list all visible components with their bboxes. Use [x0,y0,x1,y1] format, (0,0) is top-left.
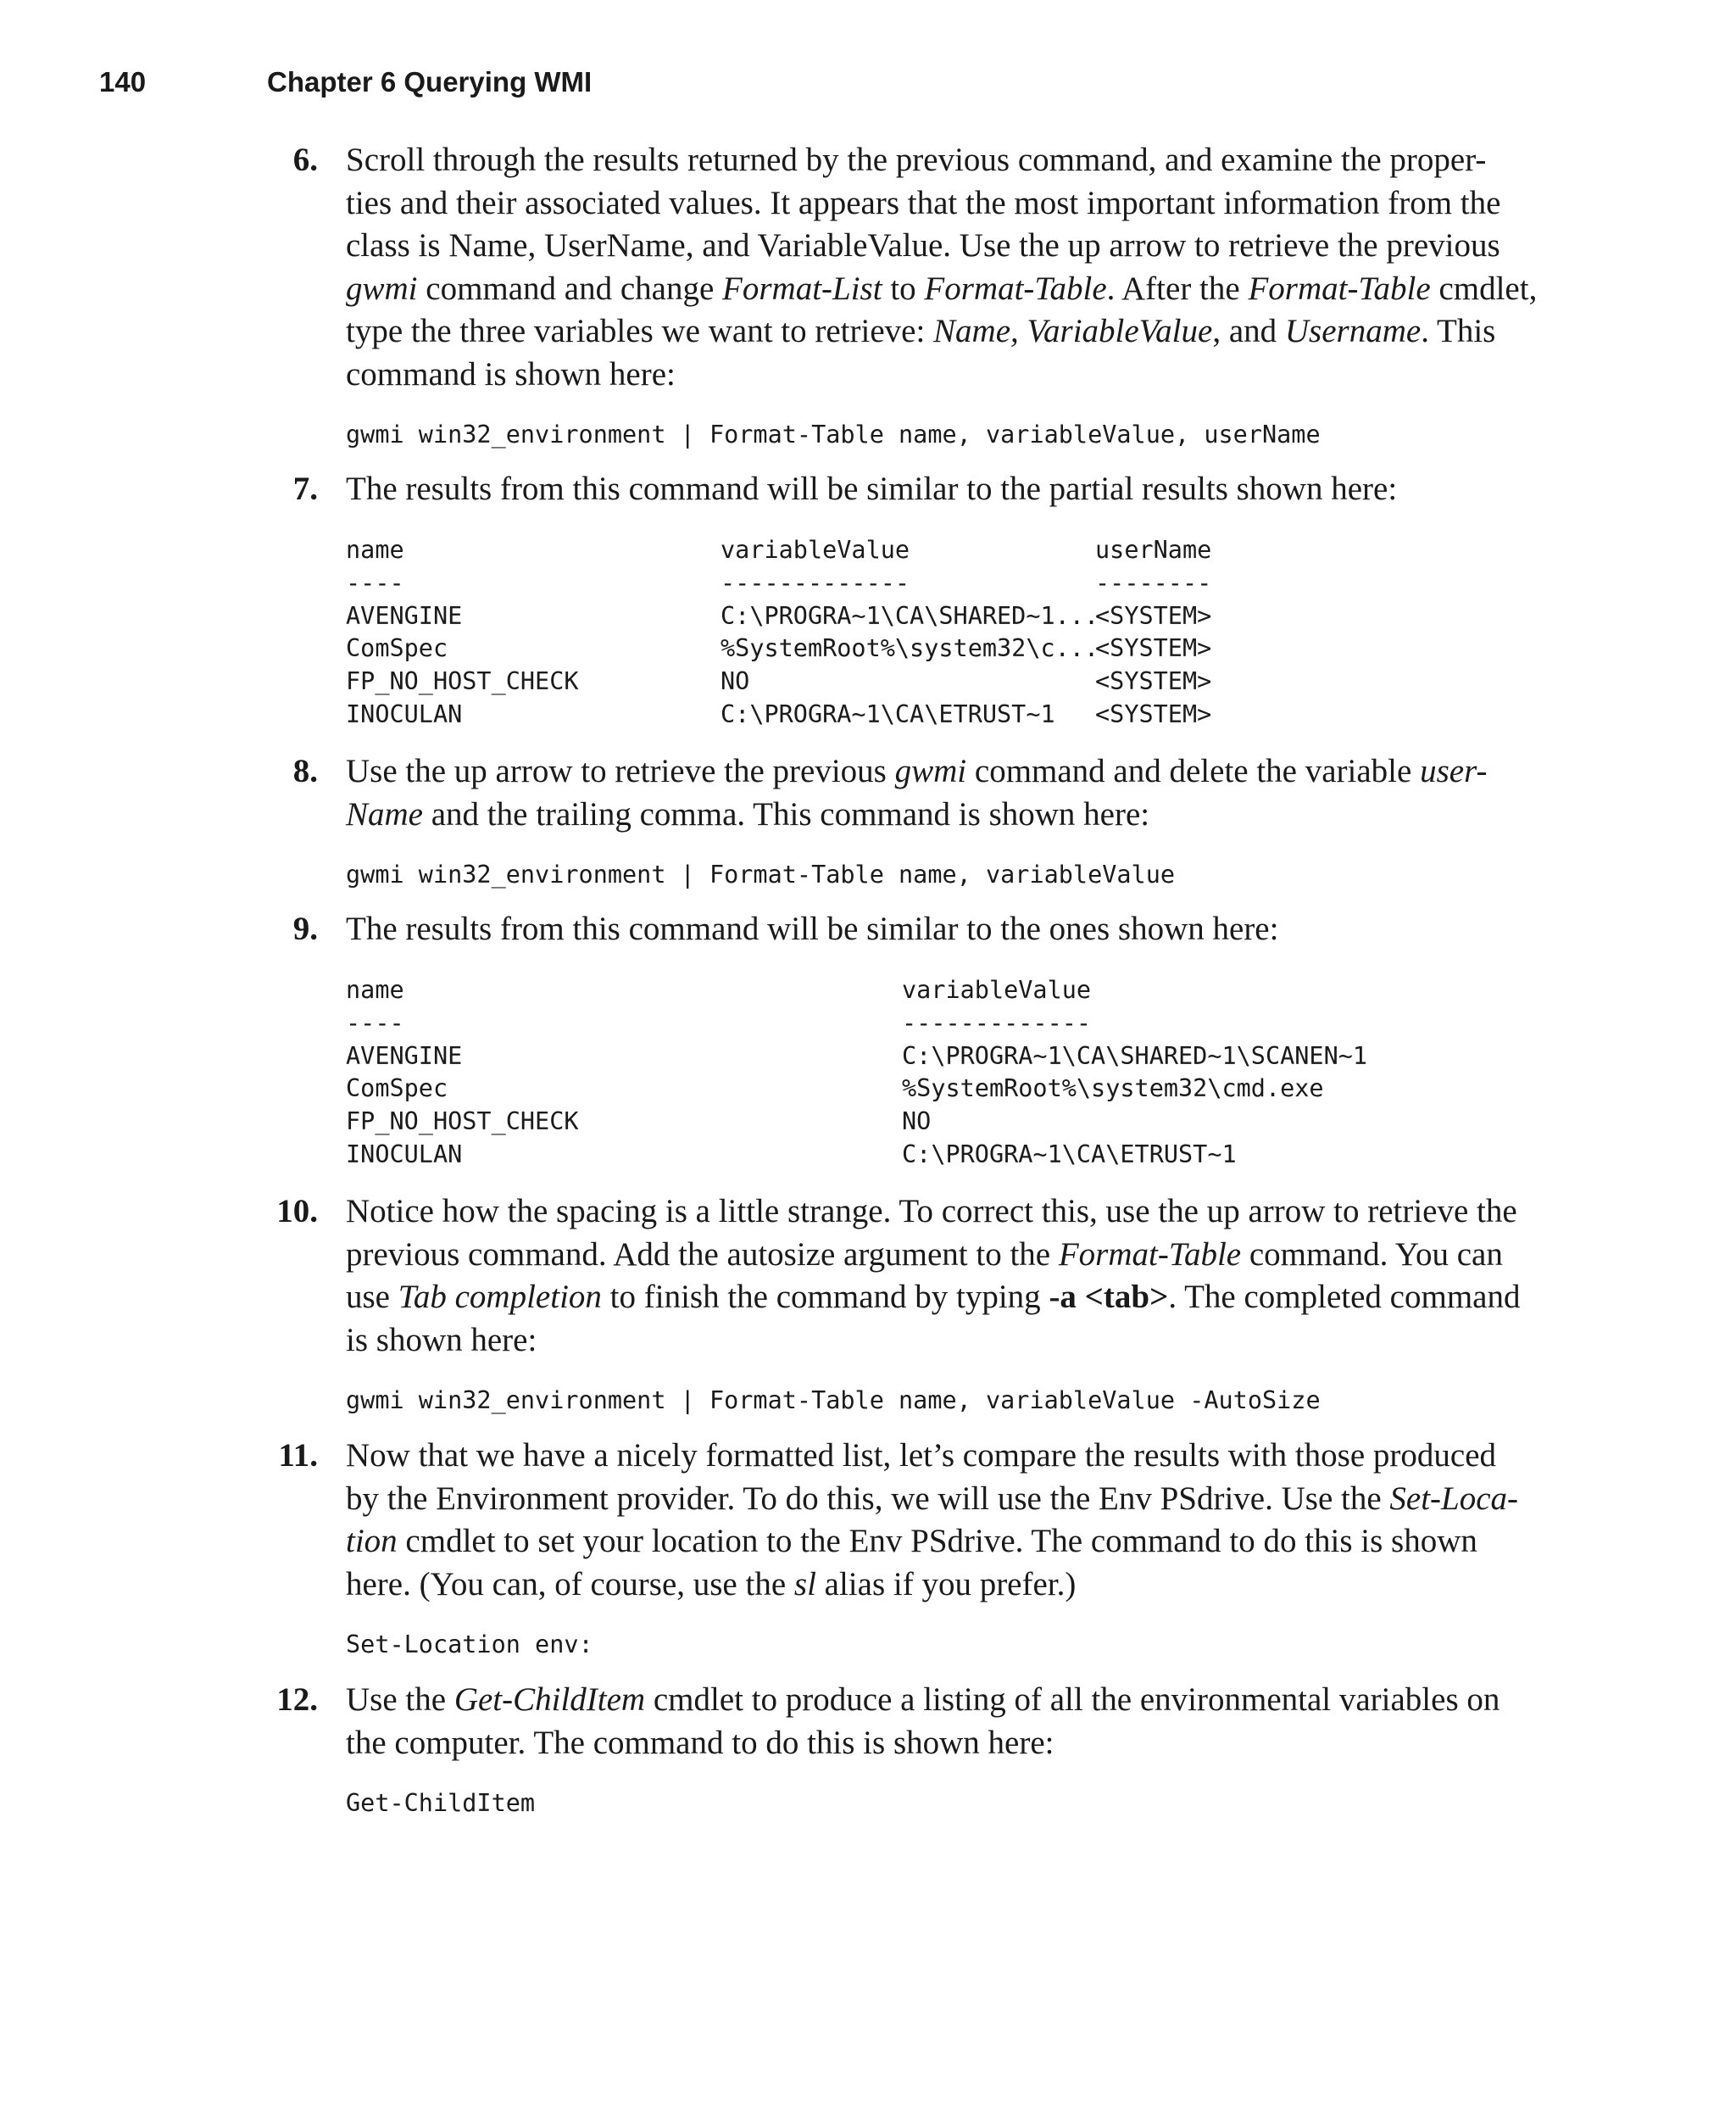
text-run: tion [346,1523,398,1559]
text-run: Format-Table [924,270,1107,307]
text-line [346,1679,1546,1722]
text-run: command. You can [1241,1235,1503,1273]
table-cell: INOCULAN [346,1140,463,1168]
table-cell: <SYSTEM> [1095,634,1212,663]
table-cell: ------------- [721,568,910,597]
table-cell: AVENGINE [346,601,463,630]
table-row [346,1140,1448,1173]
code-block: gwmi win32_environment | Format-Table name, variableValue, userName [346,421,1321,449]
text-line [346,908,1546,951]
table-cell: variableValue [902,976,1092,1004]
table-rule [346,1009,1448,1042]
step-number: 6. [292,142,318,178]
step-text [346,1190,1546,1362]
text-line [346,225,1546,268]
table-cell: %SystemRoot%\system32\c... [721,634,1099,663]
table-cell: FP_NO_HOST_CHECK [346,1107,579,1136]
step-text [346,468,1546,511]
step-text [346,750,1546,836]
table-cell: ------------- [902,1008,1092,1037]
step-text [346,908,1546,951]
table-cell: INOCULAN [346,700,463,728]
text-line [346,1319,1546,1363]
text-run: Now that we have a nicely formatted list, let’s compare the results with those produced [346,1437,1497,1474]
step-number: 11. [278,1437,318,1474]
text-run: here. (You can, of course, use the [346,1565,794,1602]
text-line [346,794,1546,837]
text-line [346,354,1546,397]
code-block: Get-ChildItem [346,1789,536,1817]
code-block: gwmi win32_environment | Format-Table name, variableValue -AutoSize [346,1386,1321,1414]
text-line [346,468,1546,511]
text-run: The results from this command will be similar to the partial results shown here: [346,471,1398,507]
table-cell: NO [721,667,750,696]
text-line [346,1276,1546,1319]
table-rule [346,569,1448,602]
text-run: . After the [1106,270,1249,307]
table-cell: NO [902,1107,932,1136]
text-run: cmdlet, [1430,270,1538,307]
text-run: command and delete the variable [966,753,1421,789]
code-block: Set-Location env: [346,1630,593,1658]
table-cell: C:\PROGRA~1\CA\SHARED~1... [721,601,1099,630]
text-run: user- [1420,753,1488,789]
table-cell: ComSpec [346,1074,448,1103]
chapter-title: Chapter 6 Querying WMI [267,66,593,98]
text-run: -a <tab> [1049,1279,1169,1315]
text-run: Name, VariableValue [933,313,1213,349]
text-run: by the Environment provider. To do this, we will use the Env PSdrive. Use the [346,1480,1390,1517]
step-text [346,1435,1546,1606]
table-cell: <SYSTEM> [1095,667,1212,696]
table-cell: ---- [346,1008,404,1037]
text-run: . The completed command [1168,1279,1521,1315]
text-line [346,268,1546,311]
page-number: 140 [99,66,147,98]
table-cell: FP_NO_HOST_CHECK [346,667,579,696]
text-line [346,1563,1546,1607]
text-run: Format-List [722,270,882,307]
text-run: Tab completion [398,1279,602,1315]
text-run: Username [1284,313,1422,349]
text-run: to finish the command by typing [601,1279,1049,1315]
step-number: 7. [292,471,318,507]
table-cell: C:\PROGRA~1\CA\SHARED~1\SCANEN~1 [902,1041,1368,1070]
table-cell: AVENGINE [346,1041,463,1070]
step-text [346,1679,1546,1764]
text-run: use [346,1279,398,1315]
table-row [346,1074,1448,1107]
table-row [346,1042,1448,1075]
table-cell: C:\PROGRA~1\CA\ETRUST~1 [902,1140,1237,1168]
text-run: type the three variables we want to retrieve: [346,313,934,349]
text-run: and the trailing comma. This command is shown here: [423,795,1150,833]
text-run: command and change [417,270,723,307]
text-run: Use the [346,1681,454,1718]
table-cell: userName [1095,536,1212,564]
text-line [346,1234,1546,1277]
text-line [346,1435,1546,1478]
text-run: alias if you prefer.) [815,1565,1077,1602]
table-cell: name [346,536,404,564]
text-line [346,182,1546,226]
text-run: ties and their associated values. It appears that the most important information from the [346,184,1501,221]
table-cell: <SYSTEM> [1095,700,1212,728]
text-line [346,750,1546,794]
table-cell: ---- [346,568,404,597]
text-line [346,1722,1546,1765]
table-row [346,700,1448,733]
table-cell: -------- [1095,568,1212,597]
text-line [346,1478,1546,1521]
table-cell: C:\PROGRA~1\CA\ETRUST~1 [721,700,1055,728]
table-row [346,634,1448,667]
step-text [346,139,1546,396]
text-run: gwmi [346,270,418,307]
table-cell: name [346,976,404,1004]
text-run: previous command. Add the autosize argument to the [346,1235,1059,1273]
text-run: command is shown here: [346,355,676,393]
text-run: Use the up arrow to retrieve the previous [346,753,895,789]
table-row [346,667,1448,700]
table-cell: %SystemRoot%\system32\cmd.exe [902,1074,1324,1103]
code-block: gwmi win32_environment | Format-Table name, variableValue [346,861,1176,889]
text-line [346,139,1546,182]
text-run: Notice how the spacing is a little strange. To correct this, use the up arrow to retrieve the [346,1193,1517,1229]
text-run: class is Name, UserName, and VariableValue. Use the up arrow to retrieve the previous [346,227,1500,264]
text-line [346,310,1546,354]
table-row [346,1107,1448,1140]
step-number: 10. [276,1193,318,1229]
table-cell: <SYSTEM> [1095,601,1212,630]
text-run: is shown here: [346,1321,537,1358]
text-run: gwmi [894,753,967,789]
text-run: , and [1212,313,1285,349]
text-line [346,1190,1546,1234]
text-run: . This [1421,313,1496,349]
text-run: Get-ChildItem [453,1681,646,1718]
text-run: cmdlet to produce a listing of all the environmental variables on [645,1681,1500,1718]
text-run: Set-Loca- [1389,1480,1519,1517]
text-run: to [882,270,925,307]
text-run: Format-Table [1248,270,1431,307]
step-number: 9. [292,911,318,947]
text-run: cmdlet to set your location to the Env PSdrive. The command to do this is shown [397,1523,1477,1559]
text-line [346,1520,1546,1563]
table-row [346,602,1448,635]
step-number: 12. [276,1681,318,1718]
table-header [346,536,1448,569]
table-cell: variableValue [721,536,910,564]
text-run: Format-Table [1058,1235,1242,1273]
step-number: 8. [292,753,318,789]
table-header [346,976,1448,1009]
text-run: sl [793,1565,816,1602]
text-run: The results from this command will be similar to the ones shown here: [346,911,1279,947]
table-cell: ComSpec [346,634,448,663]
text-run: Name [346,795,423,833]
text-run: the computer. The command to do this is shown here: [346,1724,1054,1761]
text-run: Scroll through the results returned by the previous command, and examine the proper- [346,142,1487,178]
